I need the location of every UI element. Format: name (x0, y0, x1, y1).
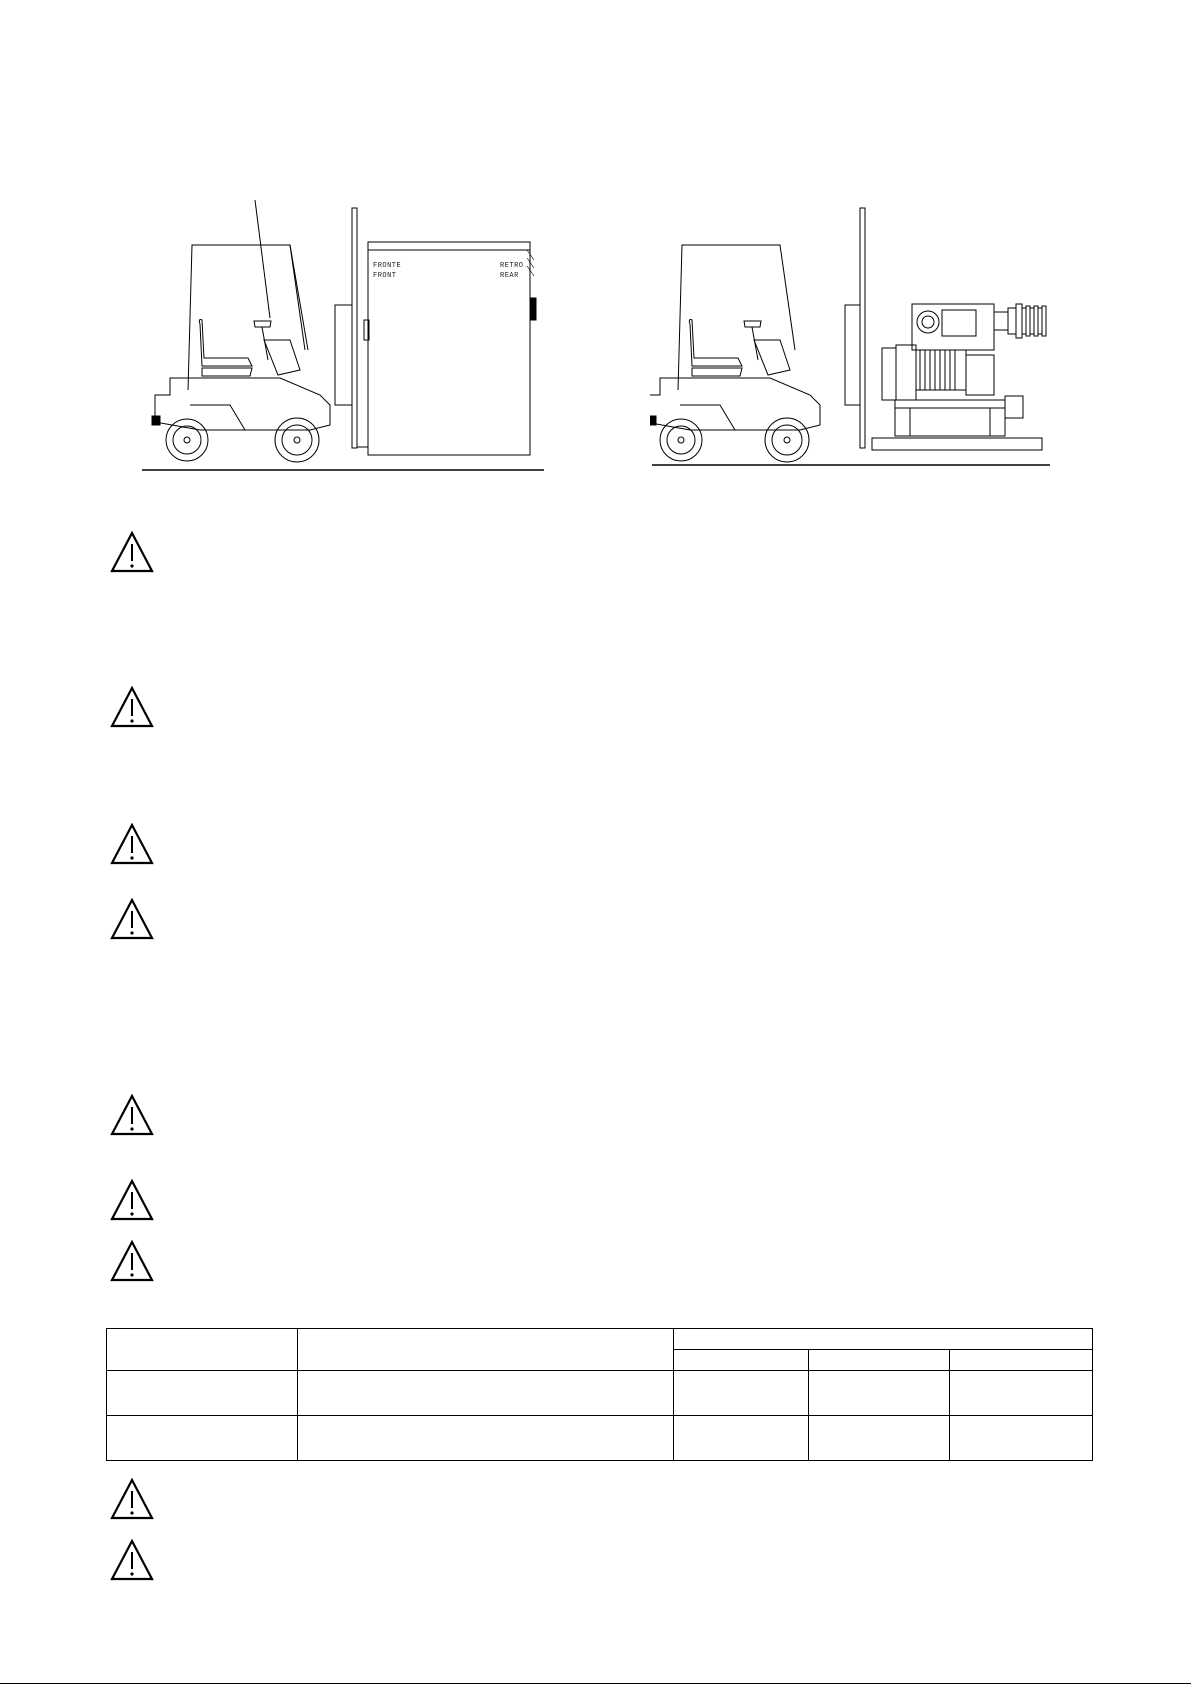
table-cell (298, 1416, 674, 1461)
table-cell (674, 1416, 809, 1461)
table-cell (950, 1350, 1093, 1371)
warning-triangle-icon (110, 1478, 154, 1520)
label-rear: REAR (500, 272, 519, 280)
label-fronte: FRONTE (373, 262, 402, 270)
table-cell (107, 1371, 298, 1416)
warning-triangle-icon (110, 823, 154, 865)
table-cell (674, 1371, 809, 1416)
warning-triangle-icon (110, 1539, 154, 1581)
label-front: FRONT (373, 272, 397, 280)
table-cell (298, 1329, 674, 1371)
table-cell (674, 1329, 1093, 1350)
figure-forklift-cabinet (130, 200, 550, 475)
table-cell (950, 1371, 1093, 1416)
table-cell (950, 1416, 1093, 1461)
table-cell (809, 1350, 950, 1371)
warning-triangle-icon (110, 531, 154, 573)
table-header-row (107, 1329, 1093, 1350)
table-cell (107, 1329, 298, 1371)
page-bottom-rule (0, 1683, 1191, 1684)
table-cell (809, 1371, 950, 1416)
warning-triangle-icon (110, 1240, 154, 1282)
table-cell (674, 1350, 809, 1371)
spec-table (106, 1328, 1093, 1461)
warning-triangle-icon (110, 686, 154, 728)
label-retro: RETRO (500, 262, 524, 270)
table-cell (107, 1416, 298, 1461)
warning-triangle-icon (110, 1094, 154, 1136)
table-row (107, 1416, 1093, 1461)
table-cell (809, 1416, 950, 1461)
warning-triangle-icon (110, 1179, 154, 1221)
figure-forklift-machine (650, 200, 1060, 475)
table-row (107, 1371, 1093, 1416)
warning-triangle-icon (110, 898, 154, 940)
table-cell (298, 1371, 674, 1416)
